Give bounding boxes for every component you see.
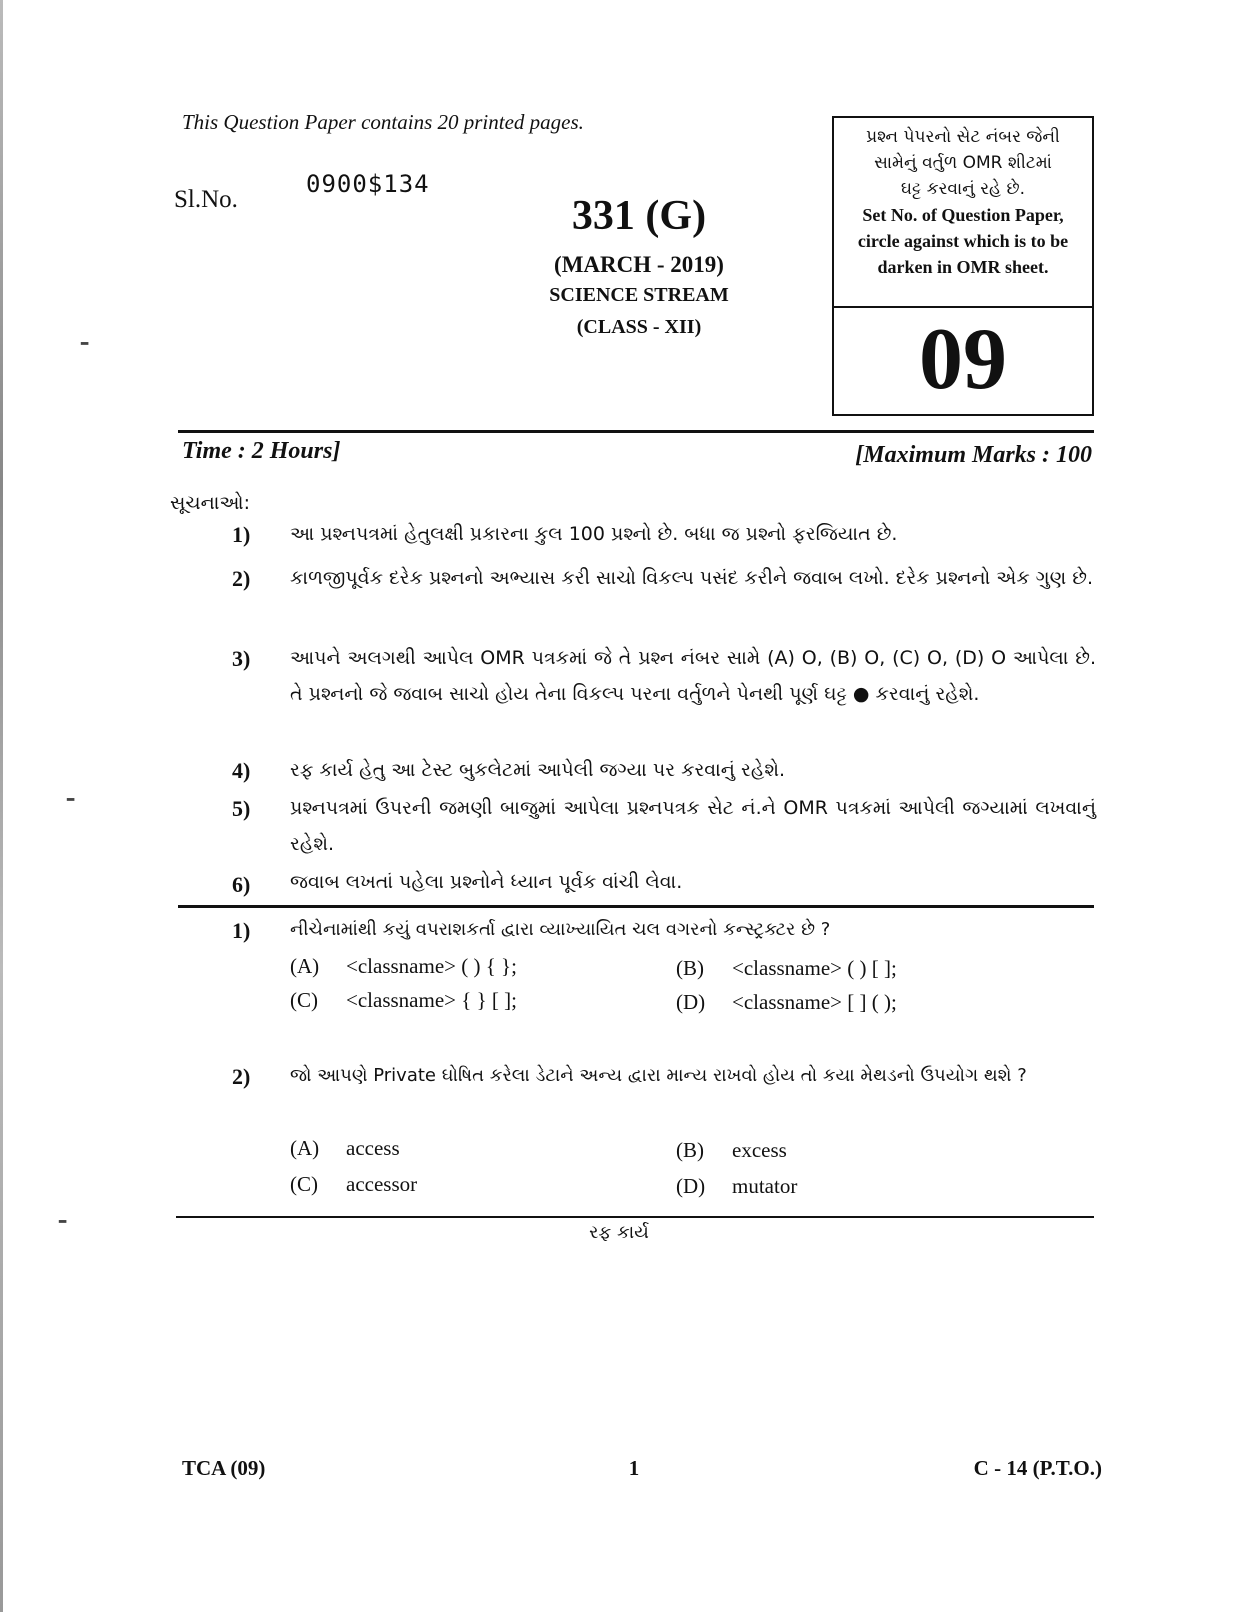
set-box-gujarati-line: સામેનું વર્તુળ OMR શીટમાં: [874, 153, 1052, 173]
footer-pto: C - 14 (P.T.O.): [973, 1456, 1102, 1480]
option-text: <classname> ( ) [ ];: [732, 956, 897, 980]
serial-number-value: 0900$134: [306, 170, 430, 198]
divider: [178, 430, 1094, 433]
footer-code: TCA (09): [182, 1456, 266, 1480]
instruction-text: આ પ્રશ્નપત્રમાં હેતુલક્ષી પ્રકારના કુલ 100 પ્રશ્નો છે. બધા જ પ્રશ્નો ફરજિયાત છે.: [290, 523, 898, 545]
question-number: 2): [232, 1064, 251, 1089]
option-letter: (B): [676, 1138, 704, 1162]
option-text: mutator: [732, 1174, 798, 1198]
question-text: નીચેનામાંથી કયું વપરાશકર્તા દ્વારા વ્યાખ્યાયિત ચલ વગરનો કન્સ્ટ્રક્ટર છે ?: [290, 919, 831, 940]
rough-work-label: રફ કાર્ય: [589, 1222, 649, 1243]
option-text: access: [346, 1136, 400, 1160]
exam-time: Time : 2 Hours]: [182, 438, 341, 464]
option-letter: (A): [290, 1136, 320, 1160]
instruction-text: કાળજીપૂર્વક દરેક પ્રશ્નનો અભ્યાસ કરી સાચો વિકલ્પ પસંદ કરીને જવાબ લખો. દરેક પ્રશ્નનો એક ગુણ છે.: [290, 567, 1093, 589]
set-number-box: [832, 116, 1094, 416]
maximum-marks: [Maximum Marks : 100: [855, 442, 1092, 468]
instruction-text: જવાબ લખતાં પહેલા પ્રશ્નોને ધ્યાન પૂર્વક વાંચી લેવા.: [290, 871, 683, 893]
option-text: accessor: [346, 1172, 418, 1196]
punch-mark-icon: ⁃: [78, 330, 91, 359]
option-letter: (D): [676, 1174, 706, 1198]
instruction-number: 5): [232, 796, 251, 821]
paper-code: 331 (G): [571, 193, 707, 239]
punch-mark-icon: ⁃: [56, 1208, 69, 1237]
instruction-text: આપને અલગથી આપેલ OMR પત્રકમાં જે તે પ્રશ્ન નંબર સામે (A) O, (B) O, (C) O, (D) O આપેલા છે. તે પ્રશ્નનો જે જવાબ સાચો હોય તેના વિકલ્પ પરના વર્તુળને પેનથી પૂર્ણ ઘટ્ટ ● કરવાનું રહેશે.: [290, 647, 1096, 705]
set-box-english-line: darken in OMR sheet.: [877, 257, 1049, 277]
question-number: 1): [232, 918, 251, 943]
question-text: જો આપણે Private ઘોષિત કરેલા ડેટાને અન્ય દ્વારા માન્ય રાખવો હોય તો કયા મેથડનો ઉપયોગ થશે ?: [290, 1065, 1027, 1086]
option-letter: (D): [676, 990, 706, 1014]
option-text: <classname> [ ] ( );: [732, 990, 897, 1014]
option-letter: (A): [290, 954, 320, 978]
instructions-heading: સૂચનાઓ:: [170, 492, 250, 514]
instruction-number: 2): [232, 566, 251, 591]
set-box-english-line: Set No. of Question Paper,: [862, 205, 1064, 225]
instruction-text: પ્રશ્નપત્રમાં ઉપરની જમણી બાજુમાં આપેલા પ્રશ્નપત્રક સેટ નં.ને OMR પત્રકમાં આપેલી જગ્યામાં લખવાનું રહેશે.: [290, 797, 1096, 855]
exam-session: (MARCH - 2019): [554, 252, 724, 277]
divider: [176, 1216, 1094, 1218]
exam-class: (CLASS - XII): [576, 316, 702, 338]
option-letter: (B): [676, 956, 704, 980]
instruction-number: 3): [232, 646, 251, 671]
page-count-note: This Question Paper contains 20 printed pages.: [182, 110, 584, 134]
instruction-number: 6): [232, 872, 251, 897]
instruction-number: 4): [232, 758, 251, 783]
exam-stream: SCIENCE STREAM: [549, 284, 729, 306]
set-number: 09: [919, 311, 1007, 408]
scan-edge: [0, 0, 3, 1612]
instruction-number: 1): [232, 522, 251, 547]
set-number-instructions: [834, 118, 1092, 308]
option-letter: (C): [290, 988, 318, 1012]
divider: [178, 905, 1094, 908]
option-letter: (C): [290, 1172, 318, 1196]
set-box-gujarati-line: ઘટ્ટ કરવાનું રહે છે.: [900, 179, 1026, 199]
option-text: excess: [732, 1138, 787, 1162]
set-box-gujarati-line: પ્રશ્ન પેપરનો સેટ નંબર જેની: [866, 127, 1060, 147]
page-number: 1: [628, 1456, 640, 1480]
option-text: <classname> ( ) { };: [346, 954, 517, 978]
option-text: <classname> { } [ ];: [346, 988, 517, 1012]
punch-mark-icon: ⁃: [64, 786, 77, 815]
set-box-english-line: circle against which is to be: [857, 231, 1069, 251]
serial-number-label: Sl.No.: [174, 186, 238, 213]
instruction-text: રફ કાર્ય હેતુ આ ટેસ્ટ બુકલેટમાં આપેલી જગ્યા પર કરવાનું રહેશે.: [290, 759, 786, 781]
